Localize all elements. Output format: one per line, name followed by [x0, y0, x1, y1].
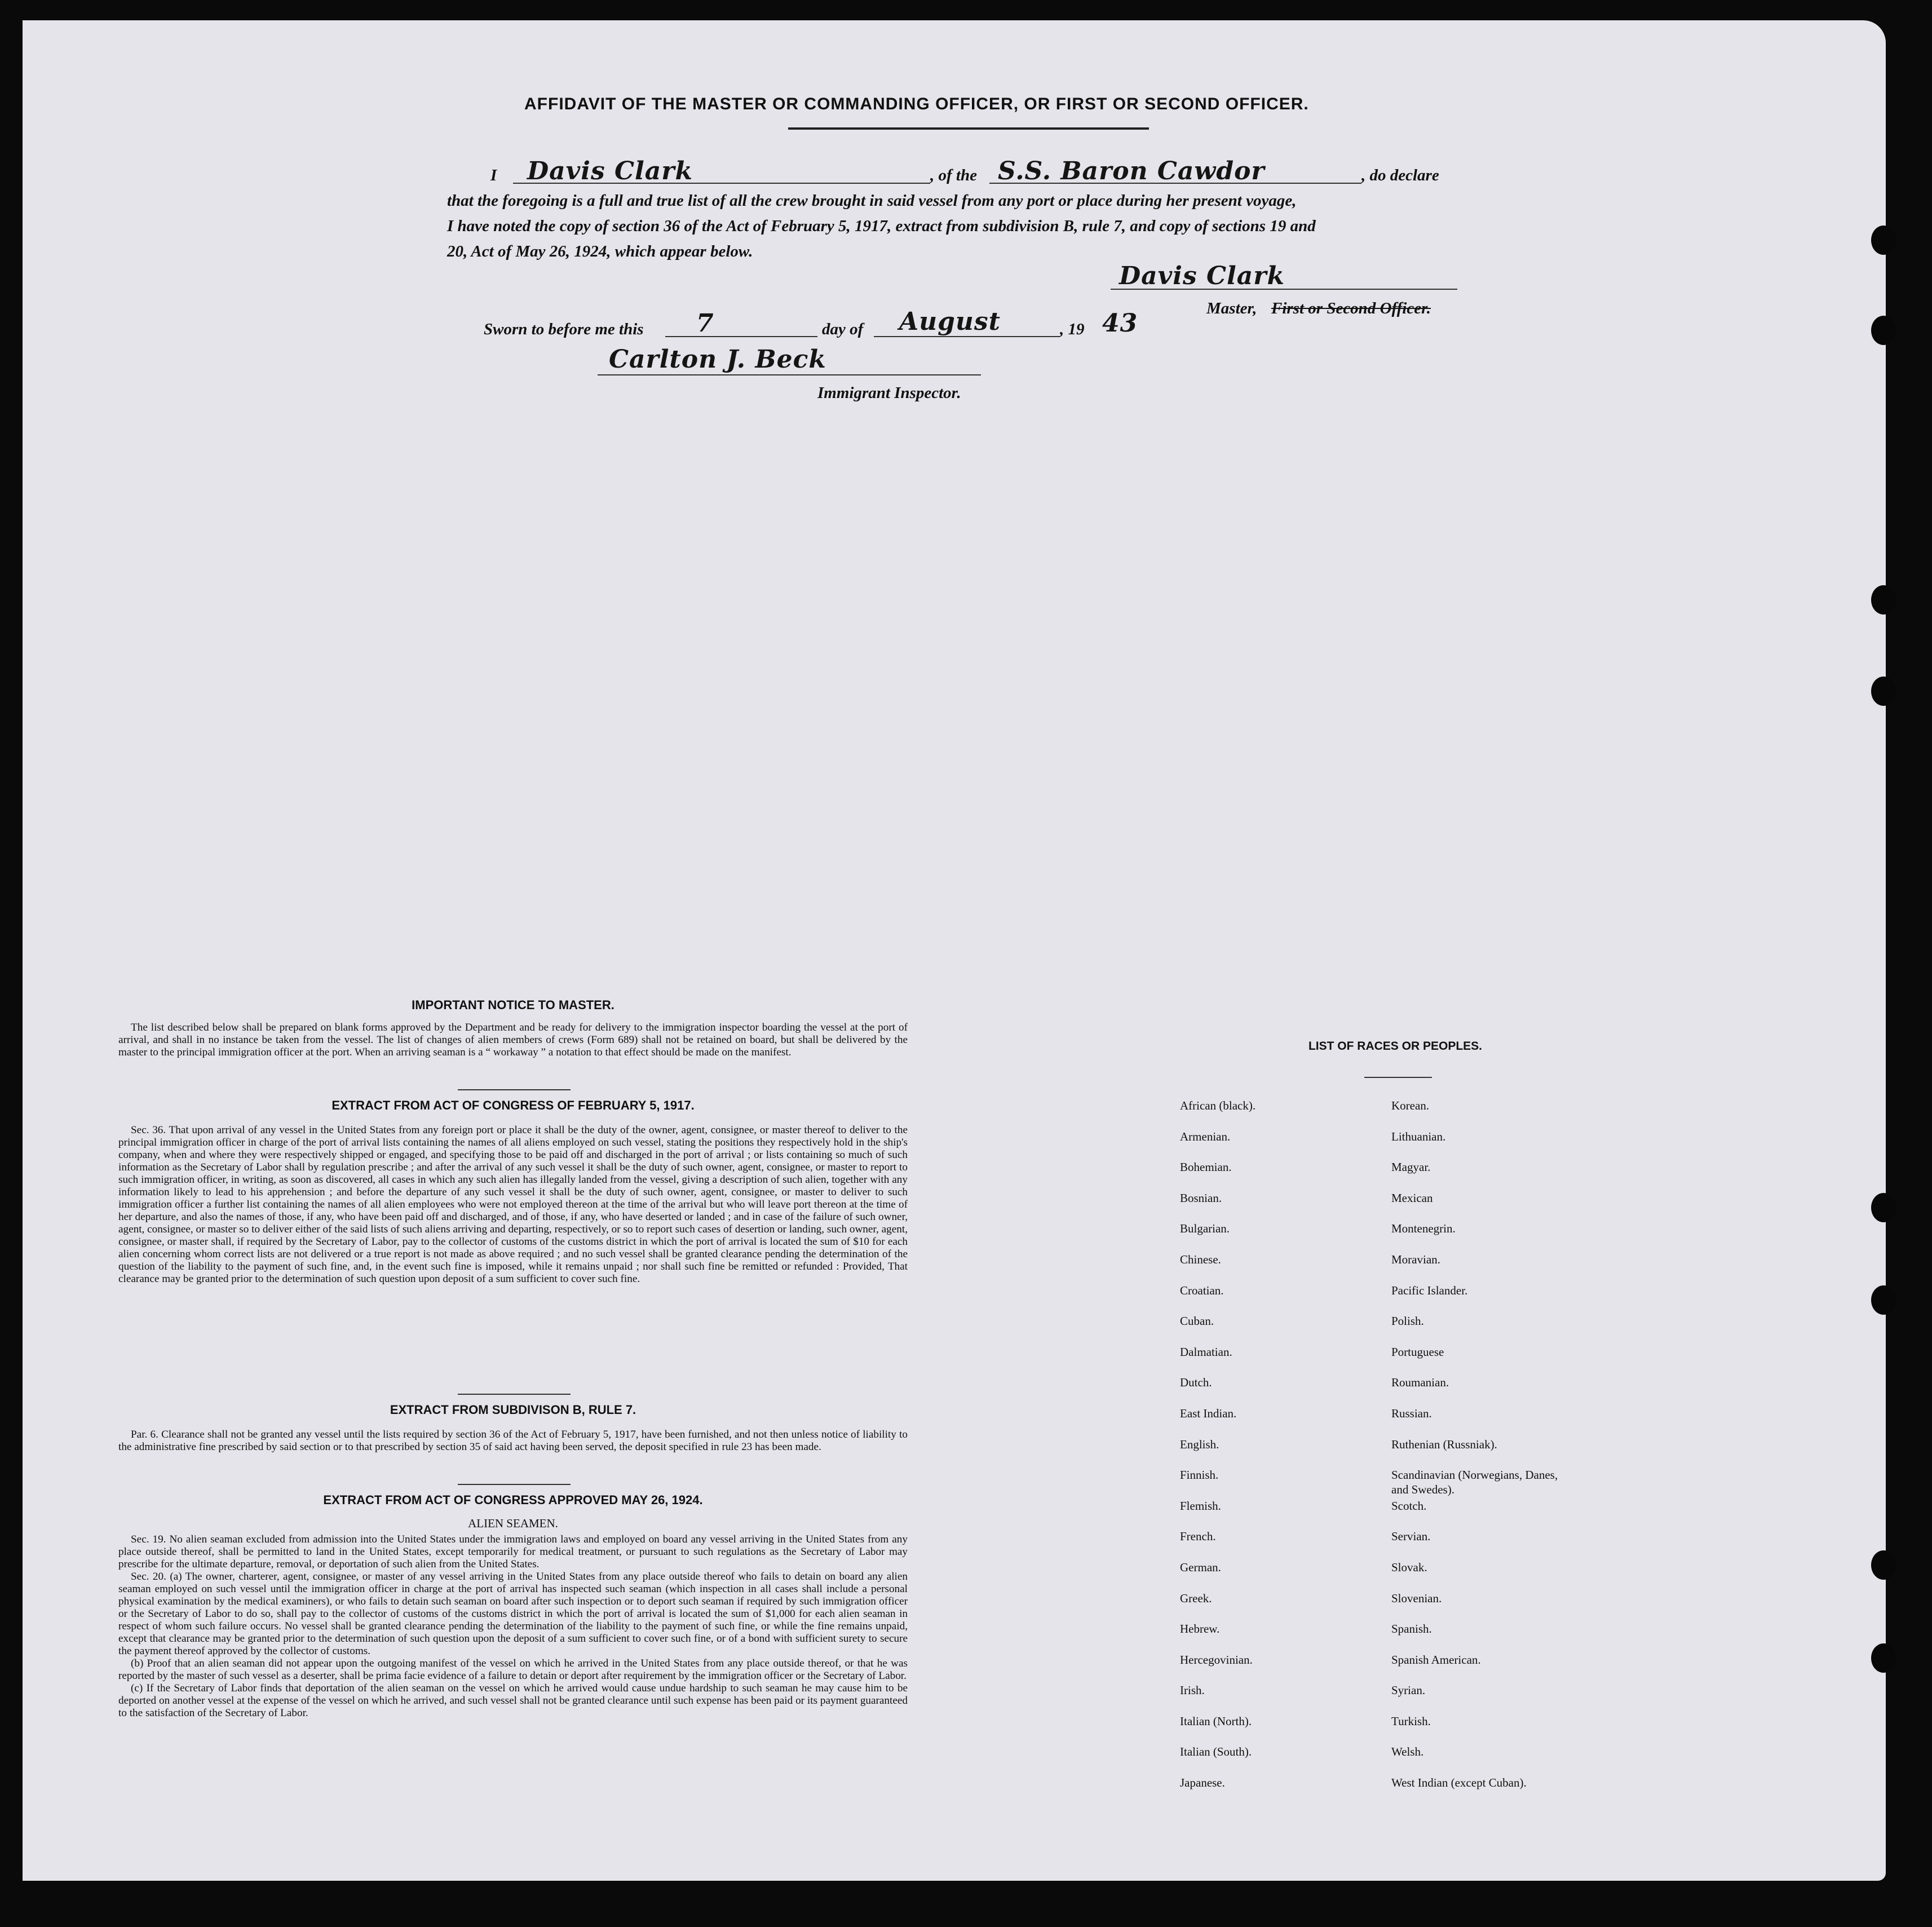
race-item: Welsh. [1391, 1745, 1424, 1759]
races-right-column [1391, 1098, 1628, 1806]
extract-1917-title: EXTRACT FROM ACT OF CONGRESS OF FEBRUARY 5, 1917. [331, 1098, 695, 1112]
sec-20a-text: Sec. 20. (a) The owner, charterer, agent, consignee, or master of any vessel arriving in the United States from any place outside thereof who fails to detain on board any alien seaman employed on such vessel until the immigration officer in charge at the port of arrival has inspected such seaman (which inspection in all cases shall include a personal physical examination by the medical examiners), or who fails to detain such seaman on board after such inspection or to deport such seaman if required by such immigration officer or the Secretary of Labor to do so, shall pay to the collector of customs of the customs district in which the port of arrival is located the sum of $1,000 for each alien seaman in respect of whom such failure occurs. No vessel shall be granted clearance pending the determination of the liability to the payment of such fine, or while the fine remains unpaid, except that clearance may be granted prior to the determination of such question upon the deposit of a sum sufficient to cover such fine, or of a bond with sufficient surety to secure the payment thereof approved by the collector of customs. [118, 1571, 908, 1657]
race-item: Ruthenian (Russniak). [1391, 1437, 1497, 1451]
punch-hole [1871, 226, 1896, 255]
race-item: Russian. [1391, 1406, 1432, 1420]
race-item: English. [1180, 1437, 1219, 1451]
master-name-field: Davis Clark [527, 157, 693, 185]
race-item: Scotch. [1391, 1499, 1427, 1513]
do-declare-label: , do declare [1361, 166, 1439, 184]
races-title: LIST OF RACES OR PEOPLES. [1308, 1040, 1483, 1053]
inspector-signature: Carlton J. Beck [609, 345, 826, 374]
affidavit-line-2: that the foregoing is a full and true list of all the crew brought in said vessel from any port or place during her present voyage, [447, 192, 1297, 210]
race-item: Pacific Islander. [1391, 1283, 1468, 1297]
race-item: Flemish. [1180, 1499, 1221, 1513]
signature-line [1111, 289, 1457, 290]
race-item: Cuban. [1180, 1314, 1214, 1328]
sec-20c-text: (c) If the Secretary of Labor finds that deportation of the alien seaman on the vessel on which he arrived would cause undue hardship to such seaman he may cause him to be deported on another vessel at the expense of the vessel on which he arrived, and such vessel shall not be granted clearance until such expense has been paid or its payment guaranteed to the satisfaction of the Secretary of Labor. [118, 1682, 908, 1719]
officer-label-struck: First or Second Officer. [1271, 299, 1431, 317]
race-item: Spanish. [1391, 1622, 1432, 1636]
race-item: Italian (South). [1180, 1745, 1252, 1759]
year-field: 43 [1102, 309, 1138, 338]
race-item: Turkish. [1391, 1714, 1431, 1728]
race-item: Roumanian. [1391, 1376, 1449, 1390]
section-divider [458, 1484, 571, 1485]
alien-seamen-heading: ALIEN SEAMEN. [468, 1517, 558, 1530]
race-item: Finnish. [1180, 1468, 1219, 1482]
race-item: African (black). [1180, 1099, 1256, 1112]
extract-rule7-text: Par. 6. Clearance shall not be granted any vessel until the lists required by section 36 of the Act of February 5, 1917, have been furnished, and not then unless notice of liability to the administrative fine prescribed by said section or to that prescribed by section 35 of said act having been served, the deposit specified in rule 23 has been made. [118, 1429, 908, 1453]
races-divider [1364, 1077, 1432, 1078]
extract-1924-body [118, 1533, 908, 1720]
race-item: Irish. [1180, 1683, 1205, 1698]
month-line [874, 336, 1060, 337]
affidavit-i: I [490, 166, 497, 184]
race-item: Syrian. [1391, 1683, 1426, 1698]
day-line [665, 336, 817, 337]
punch-hole [1871, 1285, 1896, 1315]
race-item: Servian. [1391, 1530, 1431, 1544]
race-item: Italian (North). [1180, 1714, 1252, 1728]
race-item: German. [1180, 1560, 1221, 1574]
race-item: Portuguese [1391, 1345, 1444, 1359]
year-prefix: , 19 [1060, 320, 1085, 338]
day-of-label: day of [822, 320, 864, 338]
punch-hole [1871, 1550, 1896, 1580]
punch-hole [1871, 316, 1896, 345]
master-signature: Davis Clark [1119, 262, 1285, 290]
vessel-name-line [989, 183, 1361, 184]
punch-hole [1871, 585, 1896, 615]
race-item: Polish. [1391, 1314, 1424, 1328]
affidavit-line-4: 20, Act of May 26, 1924, which appear below. [447, 242, 753, 260]
notice-title: IMPORTANT NOTICE TO MASTER. [412, 998, 614, 1012]
race-item: Moravian. [1391, 1252, 1440, 1266]
race-item: Dutch. [1180, 1376, 1212, 1390]
master-label: Master, [1206, 299, 1257, 317]
race-item: Armenian. [1180, 1129, 1231, 1143]
race-item: Scandinavian (Norwegians, Danes, and Swedes). [1391, 1468, 1558, 1497]
title-underline [788, 127, 1149, 130]
race-item: Greek. [1180, 1591, 1212, 1605]
race-item: Dalmatian. [1180, 1345, 1232, 1359]
inspector-label: Immigrant Inspector. [817, 384, 961, 402]
race-item: Chinese. [1180, 1252, 1221, 1266]
race-item: Mexican [1391, 1191, 1433, 1205]
race-item: Magyar. [1391, 1160, 1431, 1174]
notice-text: The list described below shall be prepared on blank forms approved by the Department and be ready for delivery to the immigration inspector boarding the vessel at the port of arrival, and shall in no instance be taken from the vessel. The list of changes of alien members of crews (Form 689) shall not be retained on board, but shall be delivered by the master to the principal immigration officer at the port. When an arriving seaman is a “ workaway ” a notation to that effect should be made on the manifest. [118, 1022, 908, 1058]
races-left-column [1180, 1098, 1372, 1806]
extract-1917-text: Sec. 36. That upon arrival of any vessel in the United States from any foreign port or place it shall be the duty of the owner, agent, consignee, or master thereof to deliver to the principal immigration officer in charge of the port of arrival lists containing the names of all aliens employed on such vessel, stating the positions they respectively hold in the ship's company, when and where they were respectively shipped or engaged, and specifying those to be paid off and discharged in the port of arrival ; or lists containing so much of such information as the Secretary of Labor shall by regulation prescribe ; and after the arrival of any such vessel it shall be the duty of such owner, agent, consignee, or master to report to such immigration officer, in writing, as soon as discovered, all cases in which any such alien has illegally landed from the vessel, giving a description of such alien, together with any information likely to lead to his apprehension ; and before the departure of any such vessel it shall be the duty of such owner, agent, consignee, or master to deliver to such immigration officer a further list containing the names of all alien employees who were not employed thereon at the time of the arrival but who will leave port thereon at the time of her departure, and also the names of those, if any, who have been paid off and discharged, and of those, if any, who have deserted or landed ; and in case of the failure of such owner, agent, consignee, or master so to deliver either of the said lists of such aliens arriving and departing, respectively, or so to report such cases of desertion or landing, such owner, agent, consignee, or master shall, if required by the Secretary of Labor, pay to the collector of customs of the customs district in which the port of arrival is located the sum of $10 for each alien concerning whom correct lists are not delivered or a true report is not made as above required ; and no such vessel shall be granted clearance pending the determination of the question of the liability to the payment of such fine, and, in the event such fine is imposed, while it remains unpaid ; nor shall such fine be remitted or refunded : Provided, That clearance may be granted prior to the determination of such question upon deposit of a sum sufficient to cover such fine. [118, 1124, 908, 1285]
of-the-label: , of the [930, 166, 977, 184]
vessel-name-field: S.S. Baron Cawdor [998, 157, 1265, 185]
race-item: East Indian. [1180, 1406, 1237, 1420]
punch-hole [1871, 1193, 1896, 1222]
master-name-line [513, 183, 930, 184]
race-item: Hercegovinian. [1180, 1652, 1253, 1667]
section-divider [458, 1394, 571, 1395]
affidavit-title: AFFIDAVIT OF THE MASTER OR COMMANDING OFFICER, OR FIRST OR SECOND OFFICER. [524, 95, 1309, 113]
extract-1924-title: EXTRACT FROM ACT OF CONGRESS APPROVED MAY 26, 1924. [323, 1493, 703, 1507]
section-divider [458, 1089, 571, 1090]
punch-hole [1871, 1643, 1896, 1673]
day-field: 7 [696, 309, 714, 338]
race-item: Bulgarian. [1180, 1222, 1230, 1236]
race-item: Bosnian. [1180, 1191, 1222, 1205]
race-item: Montenegrin. [1391, 1222, 1456, 1236]
punch-hole [1871, 677, 1896, 706]
race-item: Slovenian. [1391, 1591, 1442, 1605]
race-item: Korean. [1391, 1099, 1430, 1112]
race-item: West Indian (except Cuban). [1391, 1776, 1527, 1790]
sworn-label: Sworn to before me this [484, 320, 644, 338]
inspector-line [598, 374, 981, 375]
extract-rule7-title: EXTRACT FROM SUBDIVISON B, RULE 7. [390, 1403, 636, 1417]
affidavit-line-3: I have noted the copy of section 36 of the Act of February 5, 1917, extract from subdivision B, rule 7, and copy of sections 19 and [447, 217, 1316, 235]
sec-20b-text: (b) Proof that an alien seaman did not appear upon the outgoing manifest of the vessel on which he arrived in the United States from any place outside thereof, or that he was reported by the master of such vessel as a deserter, shall be prima facie evidence of a failure to detain or deport after requirement by the immigration officer or the Secretary of Labor. [118, 1658, 908, 1682]
sec-19-text: Sec. 19. No alien seaman excluded from admission into the United States under the immigration laws and employed on board any vessel arriving in the United States from any place outside thereof, shall be permitted to land in the United States, except temporarily for medical treatment, or pursuant to such regulations as the Secretary of Labor may prescribe for the ultimate departure, removal, or deportation of such alien from the United States. [118, 1533, 908, 1570]
race-item: Bohemian. [1180, 1160, 1232, 1174]
race-item: Japanese. [1180, 1776, 1225, 1790]
race-item: Lithuanian. [1391, 1129, 1446, 1143]
race-item: Spanish American. [1391, 1652, 1481, 1667]
race-item: Hebrew. [1180, 1622, 1220, 1636]
month-field: August [899, 307, 1001, 336]
race-item: Croatian. [1180, 1283, 1224, 1297]
race-item: French. [1180, 1530, 1216, 1544]
race-item: Slovak. [1391, 1560, 1427, 1574]
